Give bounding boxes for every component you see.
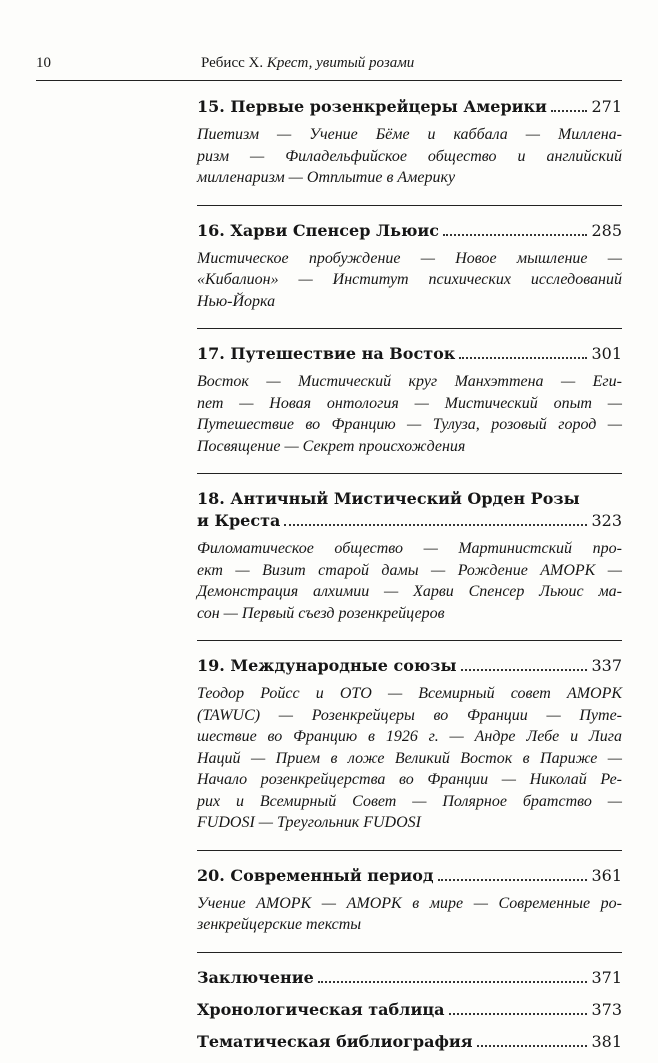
entry-title: Тематическая библиография [197,1031,473,1051]
chapter-description [197,248,622,313]
description-line: Мистическое пробуждение — Новое мышление — [197,249,622,267]
chapter-title-continued: и Креста [197,511,281,530]
dot-leader [477,1045,588,1047]
chapter-page: 323 [591,511,622,530]
chapter-heading [197,655,622,677]
dot-leader [318,981,588,983]
dot-leader [449,1013,588,1015]
description-line: Демонстрация алхимии — Харви Спенсер Льюис ма- [197,583,622,600]
chapter-title: 15. Первые розенкрейцеры Америки [197,97,547,116]
chapter-heading [197,865,622,887]
section-divider [197,850,622,851]
section-divider [197,473,622,474]
dot-leader [284,524,587,526]
toc-entry-chapter-16 [197,220,622,313]
description-line: рих и Всемирный Совет — Полярное братство — [197,792,622,810]
description-line: «Кибалион» — Институт психических исследований [197,271,622,288]
page-number: 10 [36,55,51,71]
toc-entry-chapter-19 [197,655,622,834]
chapter-title: 20. Современный период [197,865,434,885]
section-divider [197,328,622,329]
description-line: зенкрейцерские тексты [197,916,362,933]
chapter-description [197,124,622,189]
description-line: Теодор Ройсс и ОТО — Всемирный совет АМОРК [197,685,622,702]
chapter-heading [197,343,622,365]
book-author: Ребисс Х. [201,55,264,71]
dot-leader [443,234,587,236]
section-divider [197,640,622,641]
chapter-heading [197,220,622,242]
description-line: (TAWUC) — Розенкрейцеры во Франции — Путе- [197,706,622,724]
chapter-description [197,538,622,624]
chapter-page: 285 [591,220,622,240]
description-line: милленаризм — Отплытие в Америку [197,169,456,186]
dot-leader [461,669,588,671]
chapter-heading-line1 [197,488,622,510]
chapter-title: 18. Античный Мистический Орден Розы [197,489,580,508]
description-line: FUDOSI — Треугольник FUDOSI [197,814,421,831]
book-title: Крест, увитый розами [266,55,415,71]
dot-leader [438,879,588,881]
description-line: Филоматическое общество — Мартинистский про- [197,540,622,557]
chapter-page: 361 [591,865,622,885]
section-divider [197,952,622,953]
description-line: сон — Первый съезд розенкрейцеров [197,604,445,622]
header-rule [36,80,622,81]
description-line: Учение АМОРК — АМОРК в мире — Современные ро- [197,894,622,912]
chapter-heading [197,96,622,118]
chapter-heading [197,510,622,532]
description-line: ект — Визит старой дамы — Рождение АМОРК — [197,561,622,579]
chapter-description [197,371,622,457]
table-of-contents [197,96,622,1063]
chapter-page: 301 [591,344,622,363]
description-line: Путешествие во Францию — Тулуза, розовый город — [197,416,622,433]
description-line: шествие во Францию в 1926 г. — Андре Лебе и Лига [197,728,622,745]
description-line: ризм — Филадельфийское общество и английский [197,147,622,165]
entry-title: Хронологическая таблица [197,999,445,1019]
chapter-page: 337 [591,656,622,675]
chapter-description [197,893,622,936]
description-line: Наций — Прием в ложе Великий Восток в Париже — [197,749,622,767]
toc-entry-chapter-20 [197,865,622,936]
entry-title: Заключение [197,967,314,987]
toc-entry-chronology [197,999,622,1021]
chapter-page: 271 [591,97,622,116]
dot-leader [551,110,588,112]
description-line: Пиетизм — Учение Бёме и каббала — Миллена- [197,126,622,143]
toc-entry-chapter-17 [197,343,622,457]
description-line: Нью-Йорка [197,292,276,310]
running-header [36,55,622,77]
dot-leader [459,357,587,359]
entry-page: 381 [591,1031,622,1051]
chapter-title: 16. Харви Спенсер Льюис [197,220,439,240]
description-line: пет — Новая онтология — Мистический опыт — [197,394,622,412]
entry-page: 371 [591,967,622,987]
chapter-title: 17. Путешествие на Восток [197,344,456,363]
description-line: Начало розенкрейцерства во Франции — Николай Ре- [197,771,622,788]
chapter-description [197,683,622,834]
toc-entry-bibliography [197,1031,622,1053]
running-title [201,55,414,72]
toc-entry-chapter-18 [197,488,622,624]
description-line: Восток — Мистический круг Манхэттена — Еги- [197,373,622,390]
section-divider [197,205,622,206]
entry-page: 373 [591,999,622,1019]
toc-entry-chapter-15 [197,96,622,189]
toc-entry-conclusion [197,967,622,989]
end-matter-list [197,967,622,1053]
description-line: Посвящение — Секрет происхождения [197,437,466,455]
chapter-title: 19. Международные союзы [197,656,457,675]
